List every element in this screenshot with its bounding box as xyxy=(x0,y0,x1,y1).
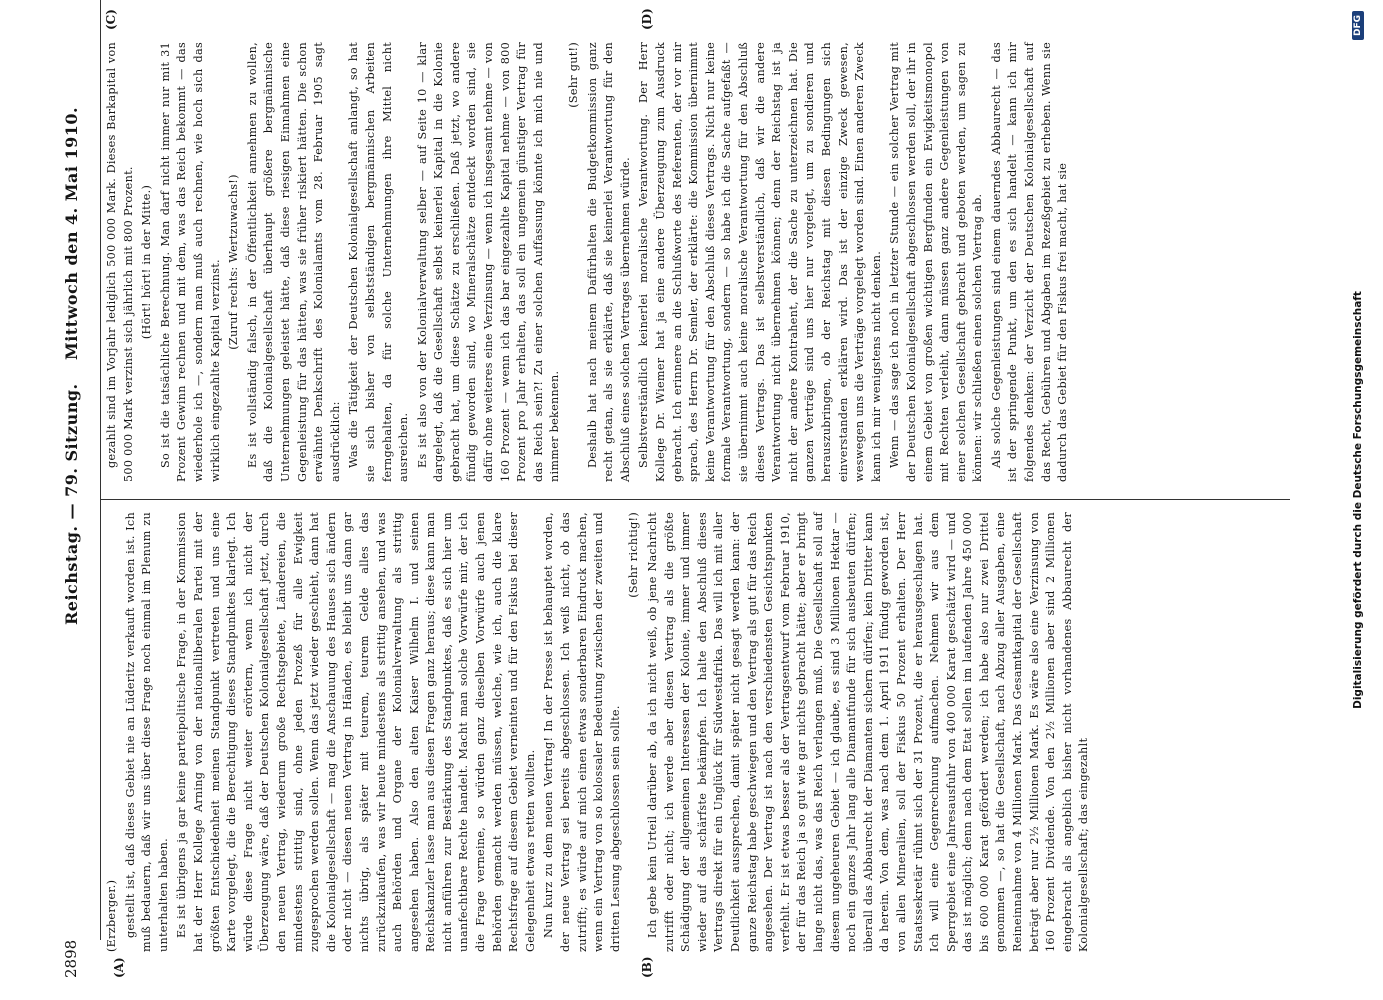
digitization-note: Digitalisierung gefördert durch die Deutsche Forschungsgemeinschaft xyxy=(1352,291,1364,709)
interjection: (Hört! hört! in der Mitte.) xyxy=(140,184,154,340)
text-column-right xyxy=(104,42,1074,482)
paragraph: Ich gebe kein Urteil darüber ab, da ich nicht weiß, ob jene Nachricht zutrifft oder nicht; ich werde aber diesen Vertrag als die größte Schädigung der allgemeinen Interessen der Kolonie, immer und immer wieder auf das schärfste bekämpfen. Ich halte den Abschluß dieses Vertrags direkt für ein Unglück für Südwestafrika. Das will ich mit aller Deutlichkeit aussprechen, damit später nicht gesagt werden kann: der ganze Reichstag habe geschwiegen und den Vertrag als gut für das Reich angesehen. Der Vertrag ist nach den verschiedensten Gesichtspunkten verfehlt. Er ist etwas besser als der Vertragsentwurf vom Februar 1910, der für das Reich ja so gut wie gar nichts gebracht hätte; aber er bringt lange nicht das, was das Reich verlangen muß. Die Gesellschaft soll auf diesem ungeheuren Gebiet — ich glaube, es sind 3 Millionen Hektar — noch ein ganzes Jahr lang alle Diamantfunde für sich ausbeuten dürfen; überall das Abbaurecht der Diamanten sichern dürfen; kein Dritter kann da herein. Von dem, was nach dem 1. April 1911 fündig geworden ist, von allen Mineralien, soll der Fiskus 50 Prozent erhalten. Der Herr Staatssekretär rühmt sich der 31 Prozent, die er herausgeschlagen hat. Ich will eine Gegenrechnung aufmachen. Nehmen wir aus dem Sperrgebiet eine Jahresausfuhr von 400 000 Karat geschätzt wird — und das ist möglich; denn nach dem Etat sollen im laufenden Jahre 450 000 bis 600 000 Karat gefördert werden; ich habe also nur zwei Drittel genommen —, so hat die Gesellschaft, nach Abzug aller Ausgaben, eine Reineinnahme von 4 Millionen Mark. Das Gesamtkapital der Gesellschaft beträgt aber nur 2½ Millionen Mark. Es wäre also eine Verzinsung von 160 Prozent Dividende. Von den 2½ Millionen aber sind 2 Millionen eingebracht als angeblich bisher nicht vorhandenes Abbaurecht der Kolonialgesellschaft; das eingezahlt xyxy=(646,512,1091,952)
paragraph: Es ist vollständig falsch, in der Öffentlichkeit annehmen zu wollen, daß die Kolonialgesellschaft überhaupt größere bergmännische Unternehmungen geleistet hätte, daß diese riesigen Einnahmen eine Gegenleistung für das hätten, was sie früher riskiert hätten. Die schon erwähnte Denkschrift des Kolonialamts vom 28. Februar 1905 sagt ausdrücklich: xyxy=(245,42,342,482)
margin-mark-d: (D) xyxy=(640,8,654,30)
text-column-left xyxy=(104,512,1095,952)
paragraph: gezahlt sind im Vorjahr lediglich 500 000 Mark. Dieses Barkapital von 500 000 Mark verzinst sich jährlich mit 800 Prozent. xyxy=(105,42,135,482)
margin-mark-a: (A) xyxy=(112,957,126,978)
page-header xyxy=(0,0,110,1000)
paragraph: Als solche Gegenleistungen sind einem dauerndes Abbaurecht — das ist der springende Punkt, um den es sich handelt — kann ich mir folgendes denken: der Verzicht der Deutschen Kolonialgesellschaft auf das Recht, Gebühren und Abgaben im Rezeßgebiet zu erheben. Wenn sie dadurch das Gebiet für den Fiskus frei macht, hat sie xyxy=(989,42,1070,482)
interjection: (Zuruf rechts: Wertzuwachs!) xyxy=(227,174,241,350)
paragraph: Wenn — das sage ich noch in letzter Stunde — ein solcher Vertrag mit der Deutschen Kolonialgesellschaft abgeschlossen werden soll, der ihr in einem Gebiet von großen wichtigen Bergfunden ein Ewigkeitsmonopol mit Rechten verleiht, dann müssen ganz andere Gegenleistungen von einer solchen Gesellschaft gebracht und geboten werden, um sagen zu können: wir schließen einen solchen Vertrag ab. xyxy=(888,42,985,482)
paragraph: Nun kurz zu dem neuen Vertrag! In der Presse ist behauptet worden, der neue Vertrag sei bereits abgeschlossen. Ich weiß nicht, ob das zutrifft; es würde auf mich einen etwas sonderbaren Eindruck machen, wenn ein Vertrag von so kolossaler Bedeutung zwischen der zweiten und dritten Lesung abgeschlossen sein sollte. xyxy=(542,512,622,952)
speaker-label: (Erzberger.) xyxy=(105,879,118,952)
column-divider xyxy=(100,499,1290,500)
paragraph: gestellt ist, daß dieses Gebiet nie an Lüderitz verkauft worden ist. Ich muß bedauern, daß wir uns über diese Frage noch einmal im Plenum zu unterhalten haben. xyxy=(123,512,170,952)
dfg-logo: DFG xyxy=(1352,11,1364,40)
header-rule xyxy=(100,0,101,940)
interjection: (Sehr gut!) xyxy=(567,42,581,108)
paragraph: Selbstverständlich keinerlei moralische Verantwortung. Der Herr Kollege Dr. Wiemer hat ja eine andere Überzeugung zum Ausdruck gebracht. Ich erinnere an die Schlußworte des Referenten, der vor mir sprach, des Herrn Dr. Semler, der erklärte: die Kommission übernimmt keine Verantwortung für den Abschluß dieses Vertrags. Nicht nur keine formale Verantwortung, sondern — so habe ich die Sache aufgefaßt — sie übernimmt auch keine moralische Verantwortung für den Abschluß dieses Vertrags. Das ist selbstverständlich, daß wir die andere Verantwortung nicht übernehmen können; denn der Reichstag ist ja nicht der andere Kontrahent, der die Sache zu unterzeichnen hat. Die ganzen Verträge sind uns hier nur vorgelegt, um zu sondieren und herauszubringen, ob der Reichstag mit diesen Bedingungen sich einverstanden erklären wird. Das ist der einzige Zweck gewesen, weswegen uns die Verträge vorgelegt worden sind. Einen anderen Zweck kann ich mir wenigstens nicht denken. xyxy=(637,42,883,482)
paragraph: Was die Tätigkeit der Deutschen Kolonialgesellschaft anlangt, so hat sie sich bisher von selbstständigen bergmännischen Arbeiten ferngehalten, da für solche Unternehmungen ihre Mittel nicht ausreichen. xyxy=(347,42,411,482)
paragraph: So ist die tatsächliche Berechnung. Man darf nicht immer nur mit 31 Prozent Gewinn rechnen und mit dem, was das Reich bekommt — das wiederhole ich —, sondern man muß auch rechnen, wie hoch sich das wirklich eingezahlte Kapital verzinst. xyxy=(158,42,222,482)
header-title-right: Mittwoch den 4. Mai 1910. xyxy=(62,106,81,360)
header-title-left: Reichstag. — 79. Sitzung. xyxy=(62,383,81,625)
paragraph: Es ist übrigens ja gar keine parteipolitische Frage, in der Kommission hat der Herr Kollege Arning von der nationalliberalen Partei mit der größten Entschiedenheit meinen Standpunkt vertreten und uns eine Karte vorgelegt, die die Berechtigung dieses Standpunktes klarlegt. Ich würde diese Frage nicht weiter erörtern, wenn ich nicht der Überzeugung wäre, daß der Deutschen Kolonialgesellschaft jetzt, durch den neuen Vertrag, wiederum große Rechtsgebiete, Ländereien, die mindestens strittig sind, ohne jeden Prozeß für alle Ewigkeit zugesprochen werden sollen. Wenn das jetzt wieder geschieht, dann hat die Kolonialgesellschaft — mag die Anschauung des Hauses sich ändern oder nicht — diesen neuen Vertrag in Händen, es bleibt uns dann gar nichts übrig, als später mit teurem, teurem Gelde alles das zurückzukaufen, was wir heute mindestens als strittig ansehen, und was auch Behörden und Organe der Kolonialverwaltung als strittig angesehen haben. Also den alten Kaiser Wilhelm I. und seinen Reichskanzler lasse man aus diesen Fragen ganz heraus; diese kann man nicht anführen zur Bestärkung des Standpunktes, daß es sich hier um unanfechtbare Rechte handelt. Macht man solche Vorwürfe mir, der ich die Frage verneine, so würden ganz dieselben Vorwürfe auch jenen Behörden gemacht werden müssen, welche, wie ich, auch die klare Rechtsfrage auf diesem Gebiet verneinten und für den Fiskus bei dieser Gelegenheit etwas retten wollten. xyxy=(175,512,537,952)
margin-mark-c: (C) xyxy=(104,9,118,30)
interjection: (Sehr richtig!) xyxy=(627,512,641,598)
paragraph: Deshalb hat nach meinem Dafürhalten die Budgetkommission ganz recht getan, als sie erklärte, daß sie keinerlei Verantwortung für den Abschluß eines solchen Vertrages übernehmen würde. xyxy=(585,42,632,482)
paragraph: Es ist also von der Kolonialverwaltung selber — auf Seite 10 — klar dargelegt, daß die Gesellschaft selbst keinerlei Kapital in die Kolonie gebracht hat, um diese Schätze zu erschließen. Daß jetzt, wo andere fündig geworden sind, wo Mineralschätze entdeckt worden sind, sie dafür ohne weiteres eine Verzinsung — wenn ich insgesamt nehme — von 160 Prozent — wenn ich das bar eingezahlte Kapital nehme — von 800 Prozent pro Jahr erhalten, das soll ein ungemein günstiger Vertrag für das Reich sein?! Zu einer solchen Auffassung könnte ich mich nie und nimmer bekennen. xyxy=(415,42,562,482)
page-number: 2898 xyxy=(62,939,80,978)
margin-mark-b: (B) xyxy=(640,956,654,978)
